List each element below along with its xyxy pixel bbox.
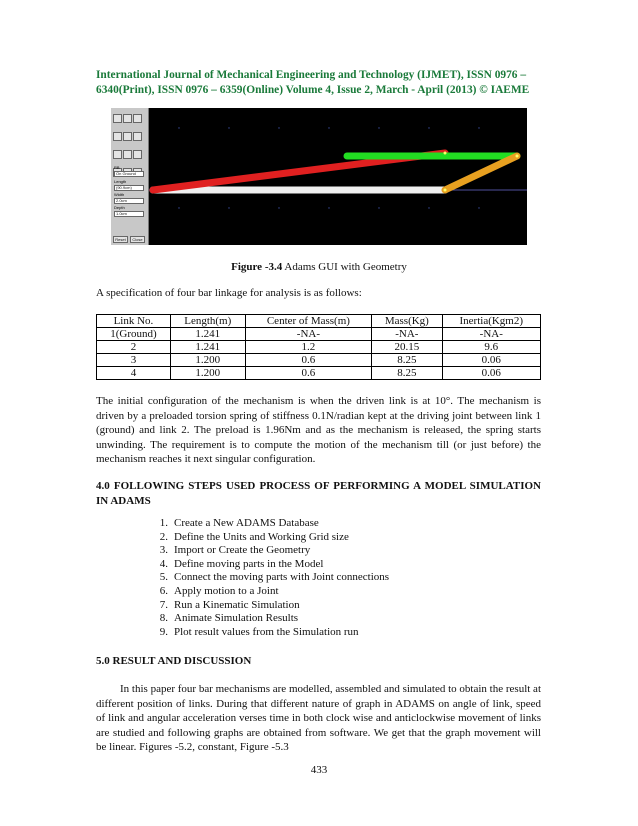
extrusion-tool-icon[interactable] <box>123 150 132 159</box>
model-viewport[interactable] <box>149 108 527 245</box>
sphere-tool-icon[interactable] <box>123 132 132 141</box>
list-item: 7. Run a Kinematic Simulation <box>159 598 300 611</box>
section-4-heading: 4.0 FOLLOWING STEPS USED PROCESS OF PERFORMING A MODEL SIMULATION IN ADAMS <box>96 480 541 507</box>
figure-caption-text: Adams GUI with Geometry <box>282 261 407 273</box>
table-cell: 0.06 <box>442 367 540 380</box>
list-item: 9. Plot result values from the Simulation run <box>159 625 359 638</box>
step-text: Define moving parts in the Model <box>174 557 324 570</box>
step-text: Define the Units and Working Grid size <box>174 530 349 543</box>
column-header: Link No. <box>97 315 171 328</box>
link-tool-icon[interactable] <box>123 114 132 123</box>
journal-header: International Journal of Mechanical Engineering and Technology (IJMET), ISSN 0976 – 6340(Print), ISSN 0976 – 6359(Online) Volume 4, Issue 2, March - April (2013) © IAEME <box>96 69 530 96</box>
procedure-steps-list <box>150 517 389 639</box>
column-header: Length(m) <box>170 315 245 328</box>
adams-gui-figure <box>111 108 527 245</box>
page-number: 433 <box>310 764 328 776</box>
table-cell: 1.200 <box>170 354 245 367</box>
list-item: 2. Define the Units and Working Grid size <box>159 530 349 543</box>
length-checkbox[interactable]: Length <box>114 179 127 184</box>
step-text: Animate Simulation Results <box>174 612 299 625</box>
width-checkbox[interactable]: Width <box>114 192 125 197</box>
list-item: 1. Create a New ADAMS Database <box>159 517 319 529</box>
close-button[interactable]: Close <box>130 236 145 243</box>
torus-tool-icon[interactable] <box>113 150 122 159</box>
step-text: Create a New ADAMS Database <box>174 517 319 529</box>
width-field[interactable]: 2.0cm <box>114 198 144 204</box>
step-text: Import or Create the Geometry <box>174 544 311 557</box>
table-cell: 0.6 <box>245 354 372 367</box>
joint-marker-icon[interactable] <box>444 152 447 155</box>
joint-marker-icon[interactable] <box>516 155 519 158</box>
column-header: Mass(Kg) <box>372 315 442 328</box>
list-item: 3. Import or Create the Geometry <box>159 544 311 557</box>
palette-section-label: RB <box>114 165 120 170</box>
step-text: Plot result values from the Simulation run <box>174 625 359 638</box>
table-cell: -NA- <box>442 328 540 341</box>
depth-checkbox[interactable]: Depth <box>114 205 125 210</box>
step-text: Run a Kinematic Simulation <box>174 598 300 611</box>
table-cell: 20.15 <box>372 341 442 354</box>
table-cell: 3 <box>97 354 171 367</box>
table-cell: 1.241 <box>170 328 245 341</box>
paragraph-results: In this paper four bar mechanisms are modelled, assembled and simulated to obtain the result at different position of links. During that different nature of graph in ADAMS on angle of link, speed of link and angular acceleration verses time in both clock wise and anticlockwise movement of links are studied and following graphs are obtained from software. We get that the graph movement will be linear. Figures -5.2, constant, Figure -5.3 <box>96 683 541 753</box>
table-cell: 1.200 <box>170 367 245 380</box>
table-cell: 1.241 <box>170 341 245 354</box>
column-header: Center of Mass(m) <box>245 315 372 328</box>
table-cell: 8.25 <box>372 354 442 367</box>
length-field[interactable]: (90.9cm) <box>114 185 144 191</box>
select-arrow-icon[interactable] <box>113 114 122 123</box>
table-cell: 1.2 <box>245 341 372 354</box>
list-item: 4. Define moving parts in the Model <box>159 557 324 570</box>
step-text: Connect the moving parts with Joint connections <box>174 571 390 584</box>
table-row <box>97 354 541 367</box>
table-row <box>97 367 541 380</box>
tool-palette <box>111 108 149 245</box>
link-4-follower[interactable] <box>445 156 517 190</box>
link-specification-table <box>96 314 541 380</box>
intro-text: A specification of four bar linkage for analysis is as follows: <box>96 287 362 299</box>
table-cell: 0.6 <box>245 367 372 380</box>
table-cell: 8.25 <box>372 367 442 380</box>
list-item: 8. Animate Simulation Results <box>159 612 299 625</box>
list-item: 5. Connect the moving parts with Joint connections <box>159 571 390 584</box>
table-row <box>97 328 541 341</box>
step-text: Apply motion to a Joint <box>174 584 279 597</box>
box-tool-icon[interactable] <box>133 114 142 123</box>
table-cell: 9.6 <box>442 341 540 354</box>
joint-marker-icon[interactable] <box>444 189 447 192</box>
paragraph-configuration: The initial configuration of the mechanism is when the driven link is at 10°. The mechanism is driven by a preloaded torsion spring of stiffness 0.1N/radian kept at the driving joint between link 1 (ground) and link 2. The preload is 1.96Nm and as the mechanism is released, the spring starts unwinding. The requirement is to compute the motion of the mechanism till (or just before) the mechanism reaches it next singular configuration. <box>96 395 541 465</box>
list-item: 6. Apply motion to a Joint <box>159 584 279 597</box>
table-cell: 0.06 <box>442 354 540 367</box>
frustum-tool-icon[interactable] <box>133 132 142 141</box>
depth-field[interactable]: 1.0cm <box>114 211 144 217</box>
cylinder-tool-icon[interactable] <box>113 132 122 141</box>
table-cell: 1(Ground) <box>97 328 171 341</box>
revolution-tool-icon[interactable] <box>133 150 142 159</box>
column-header: Inertia(Kgm2) <box>442 315 540 328</box>
table-cell: -NA- <box>245 328 372 341</box>
option-select[interactable]: On Ground <box>114 171 144 177</box>
figure-caption <box>0 261 638 273</box>
section-5-heading: 5.0 RESULT AND DISCUSSION <box>96 655 252 667</box>
table-cell: 4 <box>97 367 171 380</box>
figure-caption-label: Figure -3.4 <box>231 261 283 273</box>
table-cell: 2 <box>97 341 171 354</box>
table-cell: -NA- <box>372 328 442 341</box>
reset-button[interactable]: Reset <box>113 236 128 243</box>
table-row <box>97 341 541 354</box>
table-header-row <box>97 315 541 328</box>
